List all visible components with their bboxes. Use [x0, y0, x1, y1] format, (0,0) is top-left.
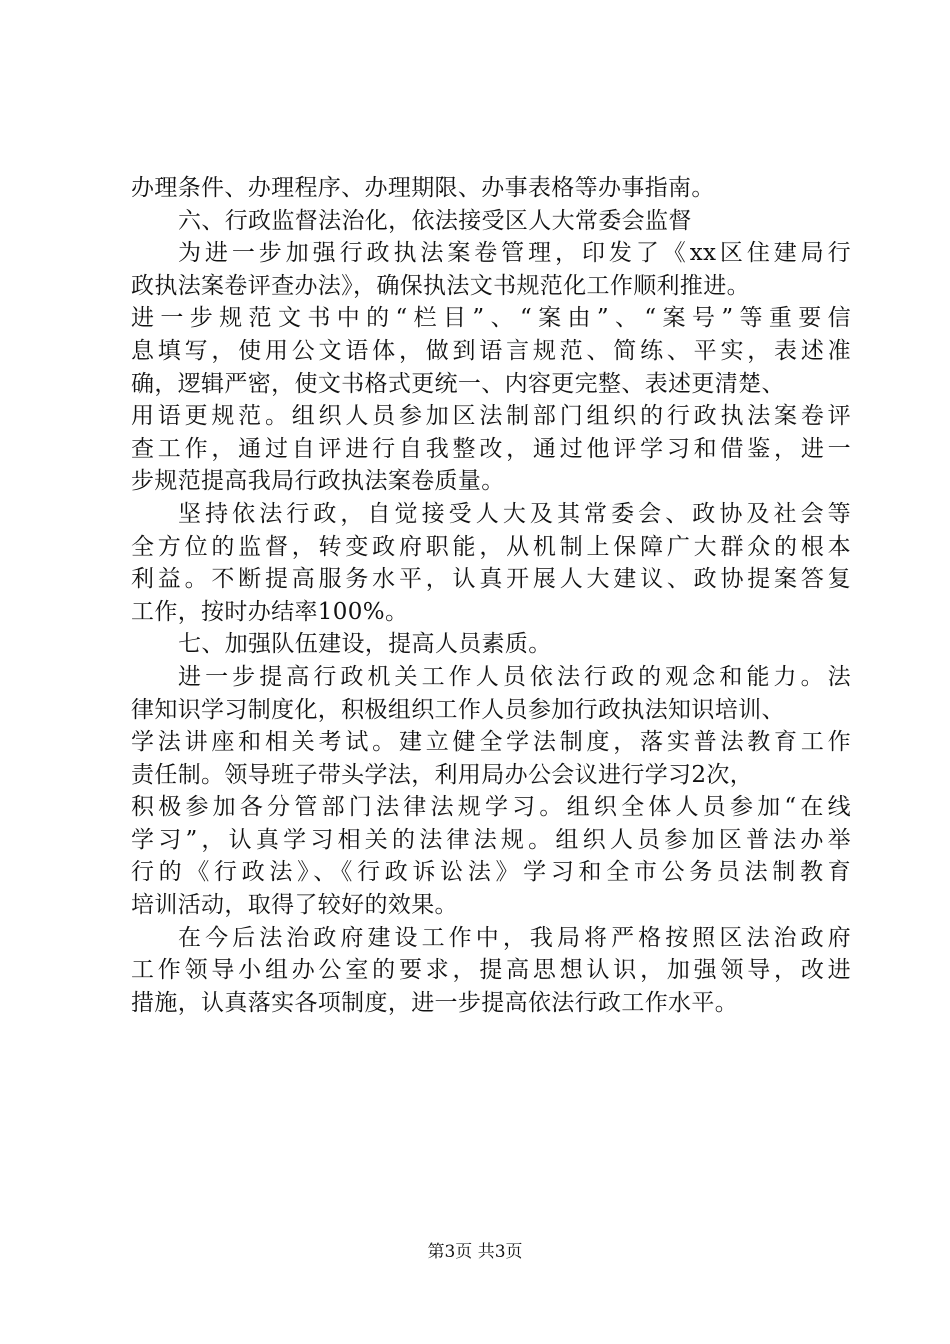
text-line: 积极参加各分管部门法律法规学习。组织全体人员参加“在线	[131, 794, 851, 821]
text-line: 在今后法治政府建设工作中，我局将严格按照区法治政府	[178, 924, 851, 951]
text-line: 确，逻辑严密，使文书格式更统一、内容更完整、表述更清楚、	[131, 370, 785, 397]
document-body	[131, 172, 851, 1019]
text-line: 行的《行政法》、《行政诉讼法》学习和全市公务员法制教育	[131, 859, 851, 886]
text-line: 工作，按时办结率100%。	[131, 598, 409, 625]
text-line: 学法讲座和相关考试。建立健全学法制度，落实普法教育工作	[131, 729, 851, 756]
text-line: 进一步提高行政机关工作人员依法行政的观念和能力。法	[178, 663, 851, 690]
text-line: 责任制。领导班子带头学法，利用局办公会议进行学习2次，	[131, 761, 754, 788]
text-line: 步规范提高我局行政执法案卷质量。	[131, 468, 505, 495]
section-heading-six: 六、行政监督法治化，依法接受区人大常委会监督	[178, 207, 692, 234]
text-line: 政执法案卷评查办法》，确保执法文书规范化工作顺利推进。	[131, 272, 750, 299]
text-line: 息填写，使用公文语体，做到语言规范、简练、平实，表述准	[131, 337, 851, 364]
text-line: 学习”，认真学习相关的法律法规。组织人员参加区普法办举	[131, 826, 851, 853]
section-heading-seven: 七、加强队伍建设，提高人员素质。	[178, 631, 552, 658]
text-line: 为进一步加强行政执法案卷管理，印发了《xx区住建局行	[178, 240, 851, 267]
page-number-footer: 第3页 共3页	[427, 1242, 523, 1262]
text-line: 用语更规范。组织人员参加区法制部门组织的行政执法案卷评	[131, 403, 851, 430]
text-line: 培训活动，取得了较好的效果。	[131, 892, 458, 919]
text-line: 进一步规范文书中的“栏目”、“案由”、“案号”等重要信	[131, 305, 851, 332]
text-line: 坚持依法行政，自觉接受人大及其常委会、政协及社会等	[178, 500, 851, 527]
text-line: 查工作，通过自评进行自我整改，通过他评学习和借鉴，进一	[131, 435, 851, 462]
text-line: 全方位的监督，转变政府职能，从机制上保障广大群众的根本	[131, 533, 851, 560]
text-line: 律知识学习制度化，积极组织工作人员参加行政执法知识培训、	[131, 696, 785, 723]
text-line: 利益。不断提高服务水平，认真开展人大建议、政协提案答复	[131, 566, 851, 593]
text-line: 办理条件、办理程序、办理期限、办事表格等办事指南。	[131, 175, 715, 201]
text-line: 工作领导小组办公室的要求，提高思想认识，加强领导，改进	[131, 957, 851, 984]
text-line: 措施，认真落实各项制度，进一步提高依法行政工作水平。	[131, 989, 739, 1016]
